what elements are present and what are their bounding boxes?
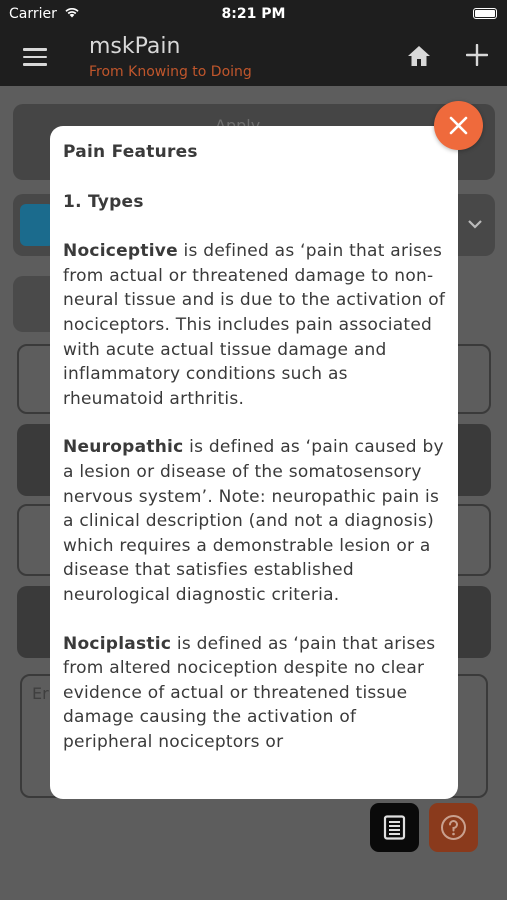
app-title: mskPain: [89, 34, 181, 59]
term-nociceptive: Nociceptive: [63, 241, 178, 262]
selector-icon-box: [20, 204, 54, 246]
app-subtitle: From Knowing to Doing: [89, 64, 252, 80]
help-button[interactable]: [429, 803, 478, 852]
app-header: [0, 30, 507, 86]
status-bar: [0, 0, 507, 30]
modal-title: Pain Features: [63, 142, 198, 162]
term-neuropathic: Neuropathic: [63, 437, 184, 458]
pain-features-modal: [50, 126, 458, 799]
hamburger-menu-icon[interactable]: [23, 48, 47, 66]
term-nociplastic: Nociplastic: [63, 633, 172, 654]
question-circle-icon: [440, 814, 467, 841]
chevron-down-icon: [467, 218, 483, 230]
close-button[interactable]: [434, 101, 483, 150]
carrier-label: Carrier: [9, 6, 57, 22]
paragraph-nociplastic: [63, 632, 451, 755]
section-title: 1. Types: [63, 191, 144, 212]
close-x-icon: [448, 115, 469, 136]
definition-nociplastic: is defined as ‘pain that arises from altered nociception despite no clear evidence of actual or threatened tissue damage causing the activation of peripheral nociceptors or: [63, 633, 436, 752]
definition-neuropathic: is defined as ‘pain caused by a lesion or disease of the somatosensory nervous system’. Note: neuropathic pain is a clinical description (and not a diagnosis) which requires a demonstrable lesion or a disease that satisfies established neurological diagnostic criteria.: [63, 437, 444, 605]
plus-icon[interactable]: [466, 44, 488, 66]
notes-button[interactable]: [370, 803, 419, 852]
document-list-icon: [383, 815, 406, 840]
status-time: 8:21 PM: [221, 6, 286, 22]
notes-partial-placeholder: Er: [32, 684, 49, 703]
definition-nociceptive: is defined as ‘pain that arises from actual or threatened damage to non-neural tissue and is due to the activation of nociceptors. This includes pain associated with acute actual tissue damage and inflammatory conditions such as rheumatoid arthritis.: [63, 241, 446, 409]
home-icon[interactable]: [407, 44, 431, 68]
battery-icon: [473, 8, 497, 19]
paragraph-neuropathic: [63, 435, 451, 607]
modal-content: [63, 140, 451, 778]
paragraph-nociceptive: [63, 239, 451, 411]
